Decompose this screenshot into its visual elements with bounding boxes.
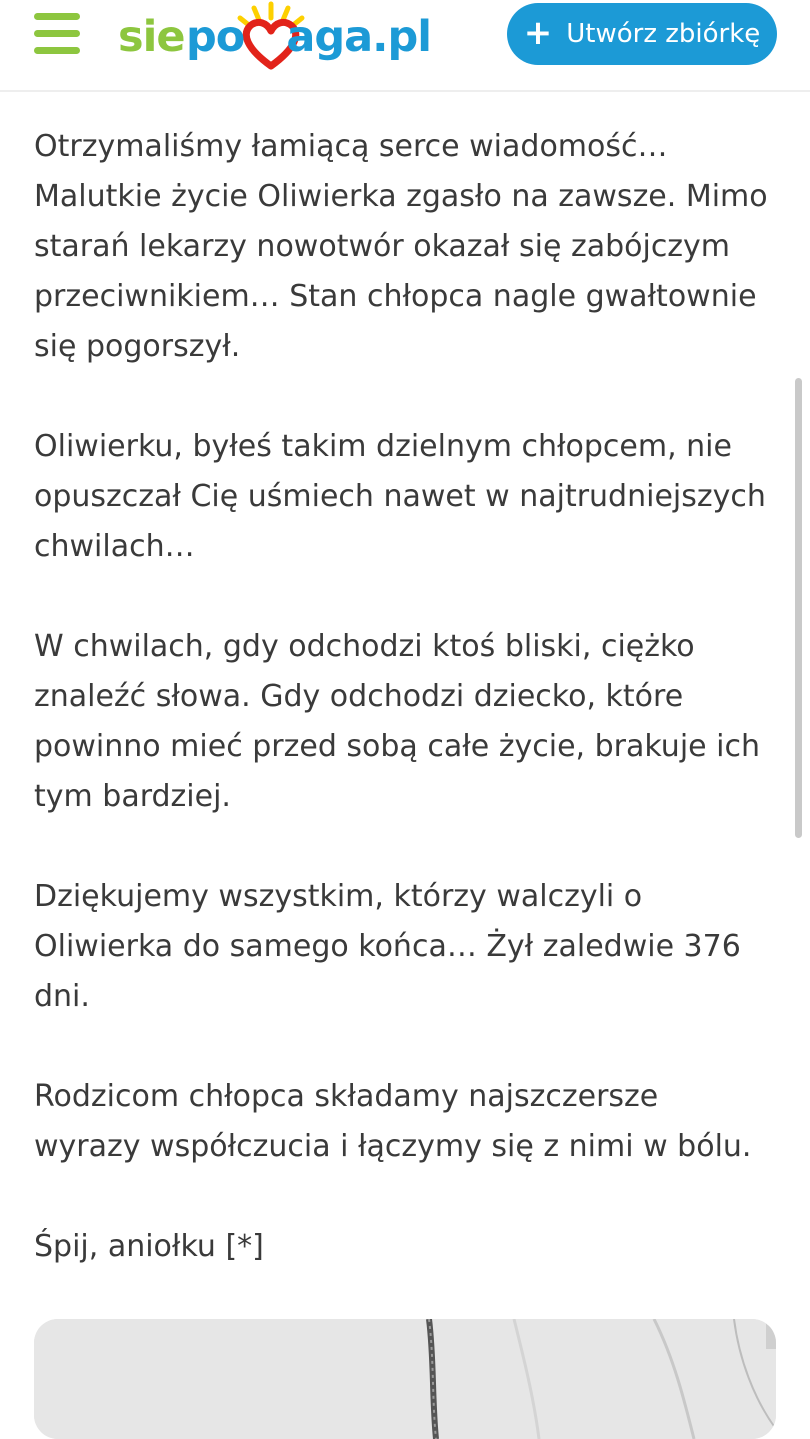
paragraph: Rodzicom chłopca składamy najszczersze wyrazy współczucia i łączymy się z nimi w bólu. [34, 1079, 752, 1164]
hamburger-menu-icon[interactable] [34, 13, 80, 55]
top-bar [0, 0, 810, 92]
paragraph: Śpij, aniołku [*] [34, 1229, 264, 1264]
scrollbar[interactable] [795, 378, 802, 838]
plus-icon: + [523, 12, 553, 53]
logo-text-sie: sie [118, 12, 185, 62]
article-body [34, 122, 774, 1322]
create-fundraiser-button[interactable] [507, 3, 777, 65]
paragraph: Dziękujemy wszystkim, którzy walczyli o Oliwierka do samego końca… Żył zaledwie 376 dni. [34, 879, 741, 1014]
article-photo [34, 1319, 776, 1439]
paragraph: W chwilach, gdy odchodzi ktoś bliski, ciężko znaleźć słowa. Gdy odchodzi dziecko, które powinno mieć przed sobą całe życie, brakuje ich tym bardziej. [34, 629, 760, 814]
logo-text-pomaga: po aga.pl [186, 12, 431, 62]
siepomaga-logo[interactable] [118, 0, 431, 80]
paragraph: Otrzymaliśmy łamiącą serce wiadomość… Malutkie życie Oliwierka zgasło na zawsze. Mimo starań lekarzy nowotwór okazał się zabójczym przeciwnikiem… Stan chłopca nagle gwałtownie się pogorszył. [34, 129, 768, 364]
paragraph: Oliwierku, byłeś takim dzielnym chłopcem, nie opuszczał Cię uśmiech nawet w najtrudniejszych chwilach… [34, 429, 766, 564]
create-fundraiser-label: Utwórz zbiórkę [566, 19, 761, 49]
photo-image [34, 1319, 776, 1439]
